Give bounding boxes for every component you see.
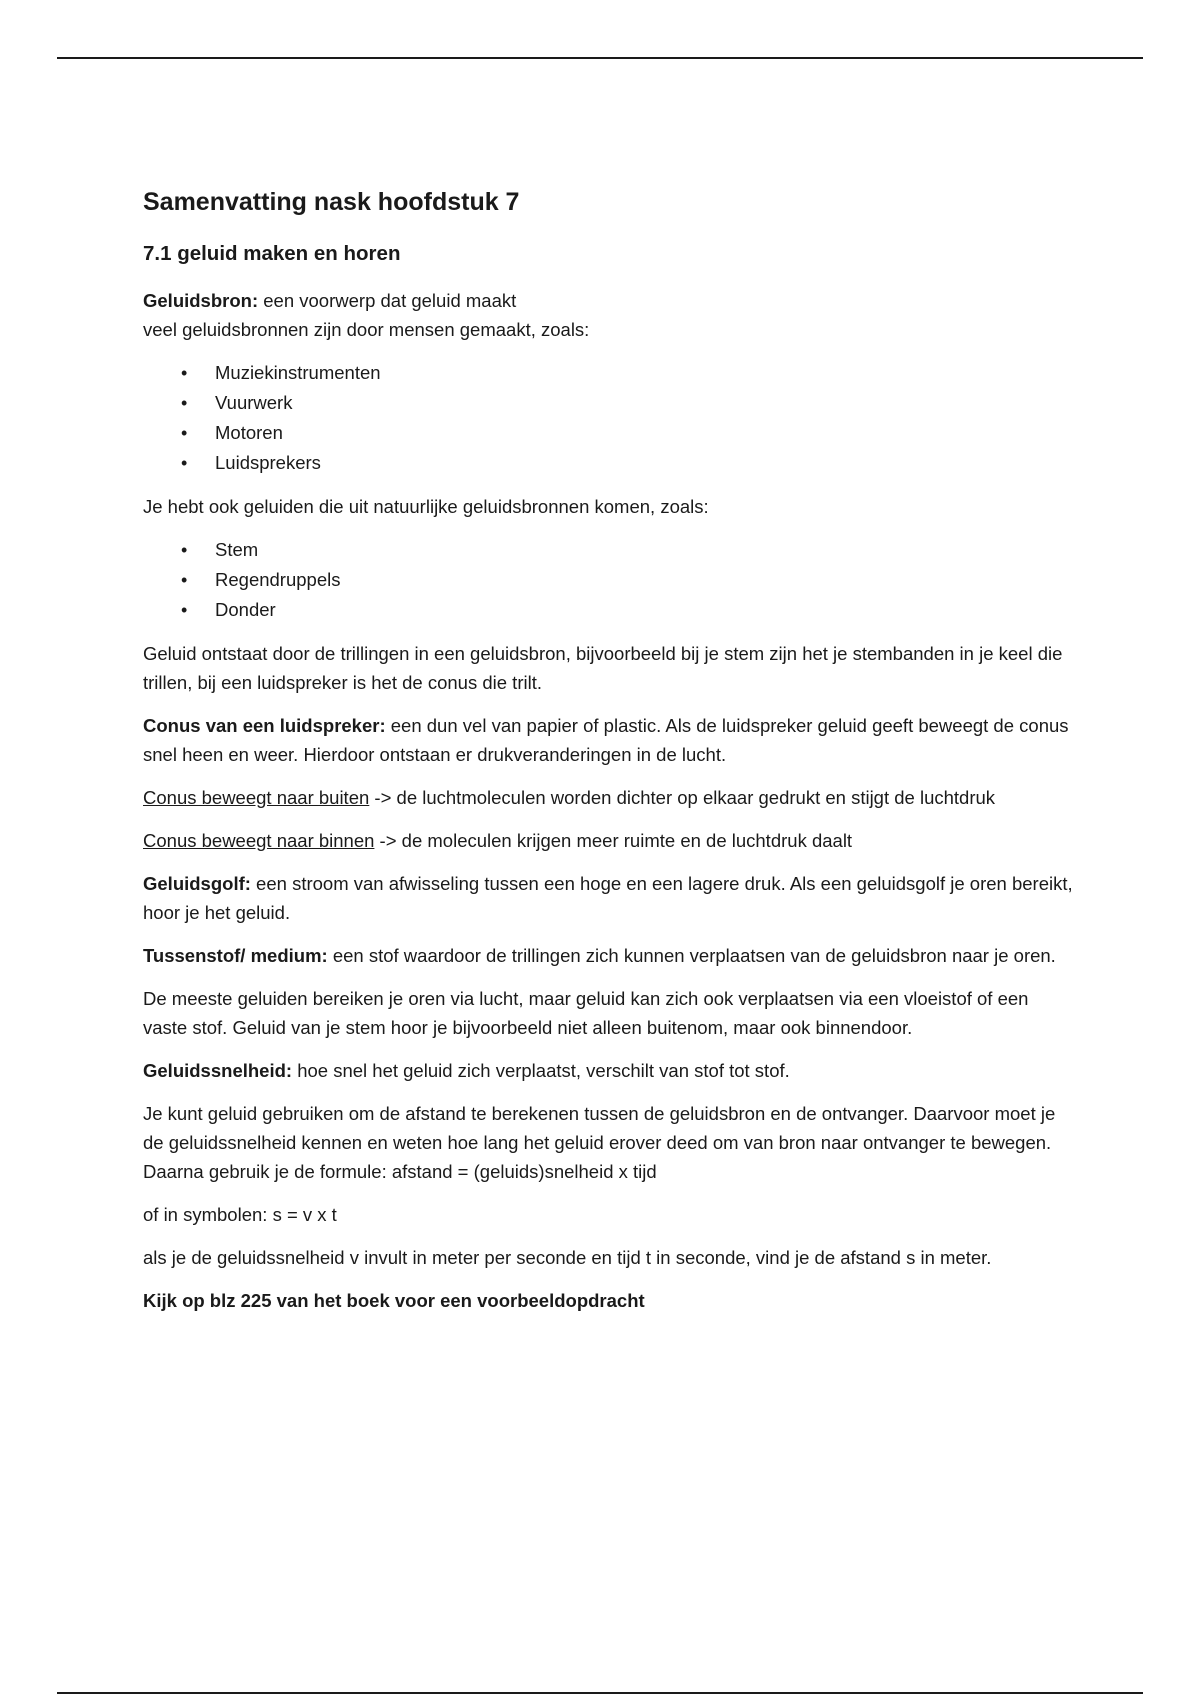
section-heading: 7.1 geluid maken en horen — [143, 242, 401, 265]
paragraph-eenheden: als je de geluidssnelheid v invult in meter per seconde en tijd t in seconde, vind je de afstand s in meter. — [143, 1247, 992, 1268]
paragraph-conus — [143, 711, 1073, 769]
paragraph-kijk-op: Kijk op blz 225 van het boek voor een voorbeeldopdracht — [143, 1290, 645, 1311]
paragraph-afstand: Je kunt geluid gebruiken om de afstand te berekenen tussen de geluidsbron en de ontvanger. Daarvoor moet je de geluidssnelheid kennen en weten hoe lang het geluid erover deed om van bron naar ontvanger te bewegen. Daarna gebruik je de formule: afstand = (geluids)snelheid x tijd — [143, 1103, 1056, 1182]
definition-geluidssnelheid: hoe snel het geluid zich verplaatst, verschilt van stof tot stof. — [292, 1060, 790, 1081]
list-item: • Luidsprekers — [215, 448, 1073, 478]
paragraph-natural-intro: Je hebt ook geluiden die uit natuurlijke geluidsbronnen komen, zoals: — [143, 496, 709, 517]
term-conus: Conus van een luidspreker: — [143, 715, 386, 736]
header-rule — [57, 57, 1143, 59]
definition-geluidsgolf: een stroom van afwisseling tussen een hoge en een lagere druk. Als een geluidsgolf je oren bereikt, hoor je het geluid. — [143, 873, 1073, 923]
definition-tussenstof: een stof waardoor de trillingen zich kunnen verplaatsen van de geluidsbron naar je oren. — [327, 945, 1056, 966]
term-geluidsgolf: Geluidsgolf: — [143, 873, 251, 894]
document-title: Samenvatting nask hoofdstuk 7 — [143, 188, 520, 216]
paragraph-conus-binnen — [143, 826, 1073, 855]
term-geluidsbron: Geluidsbron: — [143, 290, 259, 311]
list-natural-sources — [143, 535, 1073, 625]
term-geluidssnelheid: Geluidssnelheid: — [143, 1060, 293, 1081]
text-conus-buiten: -> de luchtmoleculen worden dichter op elkaar gedrukt en stijgt de luchtdruk — [369, 787, 996, 808]
definition-geluidsbron: een voorwerp dat geluid maakt — [258, 290, 517, 311]
list-human-sources — [143, 358, 1073, 478]
geluidsbron-line2: veel geluidsbronnen zijn door mensen gemaakt, zoals: — [143, 319, 590, 340]
text-conus-binnen: -> de moleculen krijgen meer ruimte en de luchtdruk daalt — [374, 830, 853, 851]
paragraph-tussenstof — [143, 941, 1073, 970]
paragraph-geluidsgolf — [143, 869, 1073, 927]
paragraph-symbolen: of in symbolen: s = v x t — [143, 1204, 337, 1225]
list-item: • Motoren — [215, 418, 1073, 448]
list-item: • Muziekinstrumenten — [215, 358, 1073, 388]
document-body — [143, 186, 1073, 1329]
list-item: • Donder — [215, 595, 1073, 625]
list-item: • Stem — [215, 535, 1073, 565]
paragraph-geluidsbron — [143, 286, 1073, 344]
label-conus-binnen: Conus beweegt naar binnen — [143, 830, 375, 851]
paragraph-geluidssnelheid — [143, 1056, 1073, 1085]
paragraph-lucht: De meeste geluiden bereiken je oren via lucht, maar geluid kan zich ook verplaatsen via een vloeistof of een vaste stof. Geluid van je stem hoor je bijvoorbeeld niet alleen buitenom, maar ook binnendoor. — [143, 988, 1029, 1038]
term-tussenstof: Tussenstof/ medium: — [143, 945, 328, 966]
definition-conus: een dun vel van papier of plastic. Als de luidspreker geluid geeft beweegt de conus snel heen en weer. Hierdoor ontstaan er drukveranderingen in de lucht. — [143, 715, 1069, 765]
paragraph-conus-buiten — [143, 783, 1073, 812]
list-item: • Vuurwerk — [215, 388, 1073, 418]
paragraph-trillingen: Geluid ontstaat door de trillingen in een geluidsbron, bijvoorbeeld bij je stem zijn het je stembanden in je keel die trillen, bij een luidspreker is het de conus die trilt. — [143, 643, 1063, 693]
label-conus-buiten: Conus beweegt naar buiten — [143, 787, 370, 808]
list-item: • Regendruppels — [215, 565, 1073, 595]
footer-rule — [57, 1692, 1143, 1694]
